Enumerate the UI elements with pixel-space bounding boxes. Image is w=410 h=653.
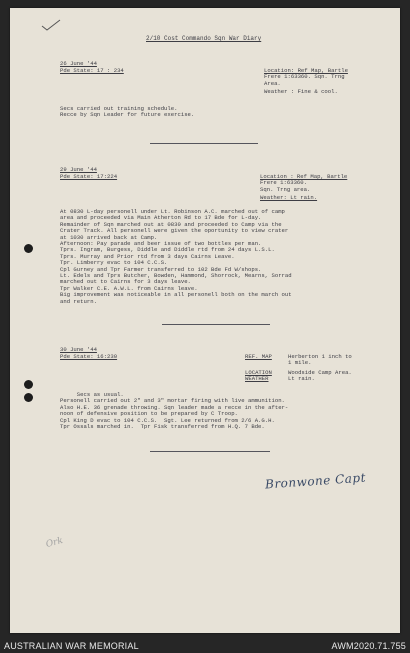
entry-weather: Weather : Fine & cool. — [264, 88, 338, 95]
ref-map-label: REF. MAP — [245, 353, 272, 360]
entry-body: Secs as usual. Personell carried out 2" and 3" mortar firing with live ammunition. Also H.E. 36 grenade throwing. Sqn leader made a recce in the after- noon of defensive position to be prepared by C Troop. Cpl King D evac to 104 C.C.S. Sgt. Lee returned from 2/6 A.G.H. Tpr Ossals marched in. Tpr Fisk transferred from H.Q. 7 Bde. — [60, 391, 289, 431]
pencil-mark: Ork — [44, 535, 65, 551]
entry-parade-state: Pde State: 17:224 — [60, 173, 118, 180]
entry-body: At 0830 L-day personell under Lt. Robinson A.C. marched out of camp area and proceeded via Main Atherton Rd to 17 Bde for L-day. Remainder of Sqn marched out at 0830 and proceeded to Camp via the Crater Track. All personell were given the oportunity to view crater at 1030 arrived back at Camp. Afternoon: Pay parade and beer issue of two bottles per man. Tprs. Ingram, Burgess, Diddle and Diddle rtd from 24 days L.S.L. Tprs. Murray and Prior rtd from 3 days Cairns Leave. Tpr. Limberry evac to 104 C.C.S. Cpl Gurney and Tpr Farmer transferred to 102 Bde Fd W/shops. Lt. Edels and Tprs Butcher, Bowden, Hammond, Shorrock, Mearns, Sorrad marched out to Cairns for 3 days leave. Tpr Walker C.E. A.W.L. from Cairns leave. Big improvement was noticeable in all personell both on the march out and return. — [60, 208, 292, 305]
footer-accession-number: AWM2020.71.755 — [331, 641, 406, 651]
diary-page — [10, 8, 400, 633]
entry-location: Location: Ref Map, Bartle Frere 1:63360. Sqn. Trng Area. — [264, 67, 348, 87]
check-mark-icon — [40, 18, 62, 32]
entry-parade-state: Pde State: 16:230 — [60, 353, 118, 360]
ref-map-value: Herberton 1 inch to 1 mile. — [288, 353, 352, 367]
page-title: 2/10 Cost Commando Sqn War Diary — [146, 35, 262, 42]
entry-weather: Weather: Lt rain. — [260, 194, 318, 201]
punch-hole — [24, 244, 33, 253]
entry-date: 30 June '44 — [60, 346, 97, 353]
entry-date: 29 June '44 — [60, 166, 97, 173]
divider — [150, 143, 258, 144]
entry-location: Location : Ref Map, Bartle Frere 1:63360. Sqn. Trng area. — [260, 173, 348, 193]
divider — [150, 451, 270, 452]
location-value: Woodside Camp Area. Lt rain. — [288, 369, 352, 383]
entry-body: Secs carried out training schedule. Recce by Sqn Leader for future exercise. — [60, 105, 195, 119]
punch-hole — [24, 380, 33, 389]
divider — [162, 324, 270, 325]
entry-date: 26 June '44 — [60, 60, 97, 67]
punch-hole — [24, 393, 33, 402]
footer-institution: AUSTRALIAN WAR MEMORIAL — [4, 641, 139, 651]
entry-parade-state: Pde State: 17 : 234 — [60, 67, 124, 74]
signature: Bronwone Capt — [264, 470, 367, 492]
location-label: LOCATION WEATHER — [245, 369, 272, 383]
